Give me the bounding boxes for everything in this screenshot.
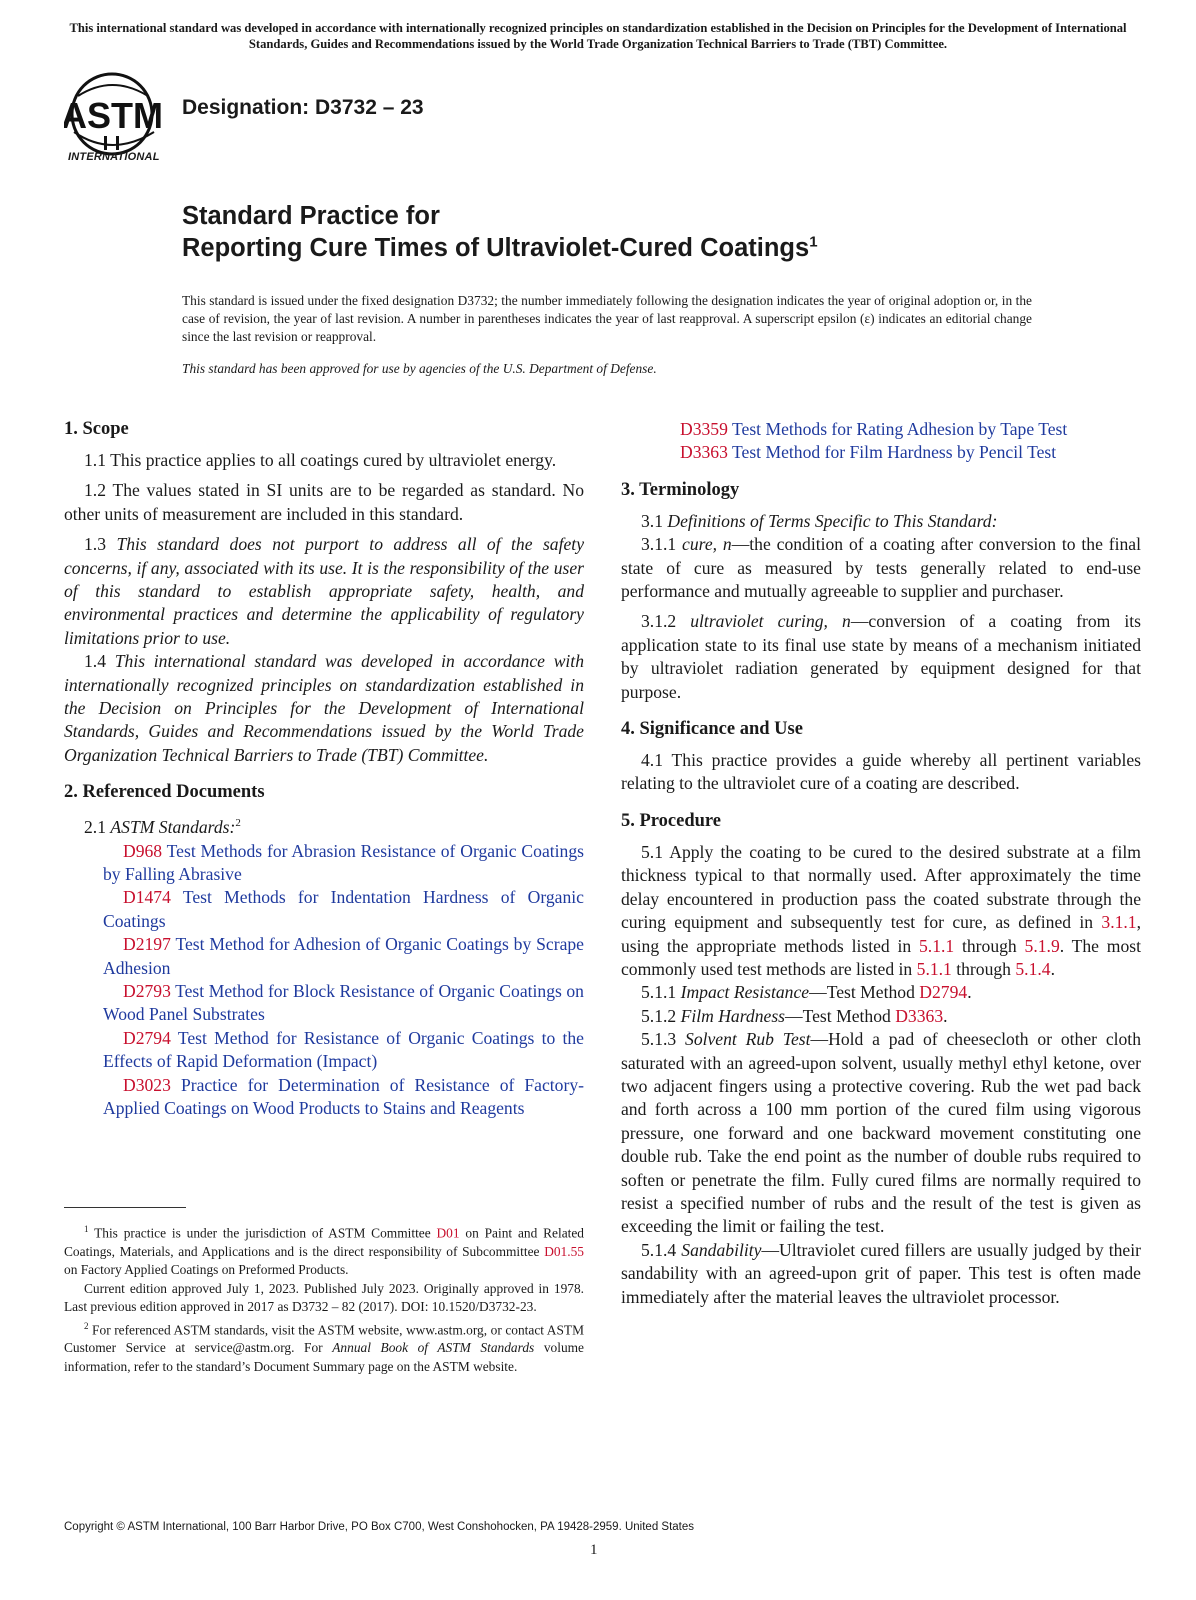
reference-item[interactable]: D3023 Practice for Determination of Resistance of Factory-Applied Coatings on Wood Products to Stains and Reagents bbox=[103, 1074, 584, 1119]
reference-item[interactable]: D2793 Test Method for Block Resistance of Organic Coatings on Wood Panel Substrates bbox=[103, 980, 584, 1025]
paragraph-1-3: 1.3 This standard does not purport to address all of the safety concerns, if any, associated with its use. It is the responsibility of the user of this standard to establish appropriate safety, health, and environmental practices and determine the applicability of regulatory limitations prior to use. bbox=[64, 534, 584, 648]
page-number: 1 bbox=[590, 1542, 598, 1558]
title-line-1: Standard Practice for bbox=[182, 202, 440, 230]
reference-item[interactable]: D2197 Test Method for Adhesion of Organic Coatings by Scrape Adhesion bbox=[103, 934, 584, 978]
footnote-mark-2[interactable]: 2 bbox=[235, 817, 241, 830]
reference-item[interactable]: D968 Test Methods for Abrasion Resistance of Organic Coatings by Falling Abrasive bbox=[103, 840, 584, 884]
paragraph-2-1: 2.1 ASTM Standards:$^2$ bbox=[84, 817, 241, 838]
footnote-divider bbox=[64, 1207, 186, 1208]
paragraph-5-1: 5.1 Apply the coating to be cured to the desired substrate at a film thickness typical to that normally used. After approximately the time delay encountered in production pass the coated substrate through the curing equipment and subsequently test for cure, as defined in 3.1.1, using the appropriate methods listed in 5.1.1 through 5.1.9. The most commonly used test methods are listed in 5.1.1 through 5.1.4. bbox=[621, 841, 1141, 979]
copyright-footer: Copyright © ASTM International, 100 Barr Harbor Drive, PO Box C700, West Conshohocken, PA 19428-2959. United States bbox=[64, 1521, 695, 1533]
section-heading-procedure: 5. Procedure bbox=[621, 810, 722, 831]
paragraph-5-1-2: 5.1.2 Film Hardness—Test Method D3363. bbox=[641, 1005, 948, 1026]
paragraph-3-1-2: 3.1.2 ultraviolet curing, n—conversion of a coating from its application state to its final use state by means of a mechanism initiated by ultraviolet radiation generated by equipment designed for that purpose. bbox=[621, 611, 1141, 702]
paragraph-5-1-4: 5.1.4 Sandability—Ultraviolet cured fillers are usually judged by their sandability with an agreed-upon grit of paper. This test is often made immediately after the material leaves the ultraviolet processor. bbox=[621, 1239, 1141, 1307]
reference-list bbox=[64, 840, 584, 1121]
logo-letters: ASTM bbox=[64, 95, 163, 136]
paragraph-3-1-1: 3.1.1 cure, n—the condition of a coating after conversion to the final state of cure as measured by tests generally related to end-use performance and mutually agreeable to supplier and purchaser. bbox=[621, 534, 1141, 602]
dod-note: This standard has been approved for use by agencies of the U.S. Department of Defense. bbox=[182, 361, 657, 376]
left-column bbox=[64, 418, 584, 1120]
footnote-2: $^2$ For referenced ASTM standards, visit the ASTM website, www.astm.org, or contact ASTM Customer Service at service@astm.org. For Annual Book of ASTM Standards volume information, refer to the standard’s Document Summary page on the ASTM website. bbox=[64, 1320, 584, 1374]
paragraph-5-1-1: 5.1.1 Impact Resistance—Test Method D2794. bbox=[641, 982, 972, 1003]
title-line-2: Reporting Cure Times of Ultraviolet-Cured Coatings bbox=[182, 234, 810, 262]
logo-international-label: INTERNATIONAL bbox=[68, 151, 160, 163]
paragraph-3-1: 3.1 Definitions of Terms Specific to This Standard: bbox=[641, 510, 998, 531]
title-footnote-mark[interactable]: 1 bbox=[809, 233, 818, 251]
footnote-1-edition: Current edition approved July 1, 2023. Published July 2023. Originally approved in 1978. Last previous edition approved in 2017 as D3732 – 82 (2017). DOI: 10.1520/D3732-23. bbox=[64, 1280, 584, 1315]
section-heading-scope: 1. Scope bbox=[64, 419, 129, 439]
section-heading-terminology: 3. Terminology bbox=[621, 479, 740, 500]
right-column bbox=[621, 418, 1141, 1309]
reference-item[interactable]: D1474 Test Methods for Indentation Hardness of Organic Coatings bbox=[103, 887, 584, 931]
document-title bbox=[182, 200, 818, 264]
paragraph-4-1: 4.1 This practice provides a guide whereby all pertinent variables relating to the ultraviolet cure of a coating are described. bbox=[621, 750, 1141, 794]
reference-list-continued bbox=[621, 418, 1141, 465]
top-notice: This international standard was developed in accordance with internationally recognized principles on standardization established in the Decision on Principles for the Development of International Standards, Guides and Recommendations issued by the World Trade Organization Technical Barriers to Trade (TBT) Committee. bbox=[69, 21, 1127, 51]
reference-item[interactable]: D3363 Test Method for Film Hardness by Pencil Test bbox=[680, 442, 1057, 463]
footnotes bbox=[64, 1220, 584, 1376]
section-heading-referenced: 2. Referenced Documents bbox=[64, 782, 265, 803]
reference-item[interactable]: D2794 Test Method for Resistance of Organic Coatings to the Effects of Rapid Deformation (Impact) bbox=[103, 1027, 584, 1072]
issue-note: This standard is issued under the fixed designation D3732; the number immediately following the designation indicates the year of original adoption or, in the case of revision, the year of last revision. A number in parentheses indicates the year of last reapproval. A superscript epsilon (ε) indicates an editorial change since the last revision or reapproval. bbox=[182, 293, 1032, 344]
paragraph-1-4: 1.4 This international standard was developed in accordance with internationally recognized principles on standardization established in the Decision on Principles for the Development of International Standards, Guides and Recommendations issued by the World Trade Organization Technical Barriers to Trade (TBT) Committee. bbox=[64, 651, 584, 765]
section-heading-significance: 4. Significance and Use bbox=[621, 719, 803, 740]
paragraph-1-2: 1.2 The values stated in SI units are to be regarded as standard. No other units of measurement are included in this standard. bbox=[64, 480, 584, 524]
reference-item[interactable]: D3359 Test Methods for Rating Adhesion by Tape Test bbox=[680, 419, 1068, 439]
paragraph-5-1-3: 5.1.3 Solvent Rub Test—Hold a pad of cheesecloth or other cloth saturated with an agreed-upon solvent, usually methyl ethyl ketone, over two adjacent fingers using a protective covering. Rub the wet pad back and forth across a 100 mm portion of the cured film using vigorous pressure, one forward and one backward movement constituting one double rub. Take the end point as the number of double rubs required to soften or penetrate the film. Fully cured films are normally required to resist a specified number of rubs and the result of the test is given as exceeding the limit or failing the test. bbox=[621, 1029, 1141, 1237]
footnote-1: $^1$ This practice is under the jurisdiction of ASTM Committee D01 on Paint and Related Coatings, Materials, and Applications and is the direct responsibility of Subcommittee D01.55 on Factory Applied Coatings on Preformed Products. bbox=[64, 1224, 585, 1278]
designation: Designation: D3732 – 23 bbox=[182, 96, 424, 119]
paragraph-1-1: 1.1 This practice applies to all coatings cured by ultraviolet energy. bbox=[84, 450, 557, 470]
